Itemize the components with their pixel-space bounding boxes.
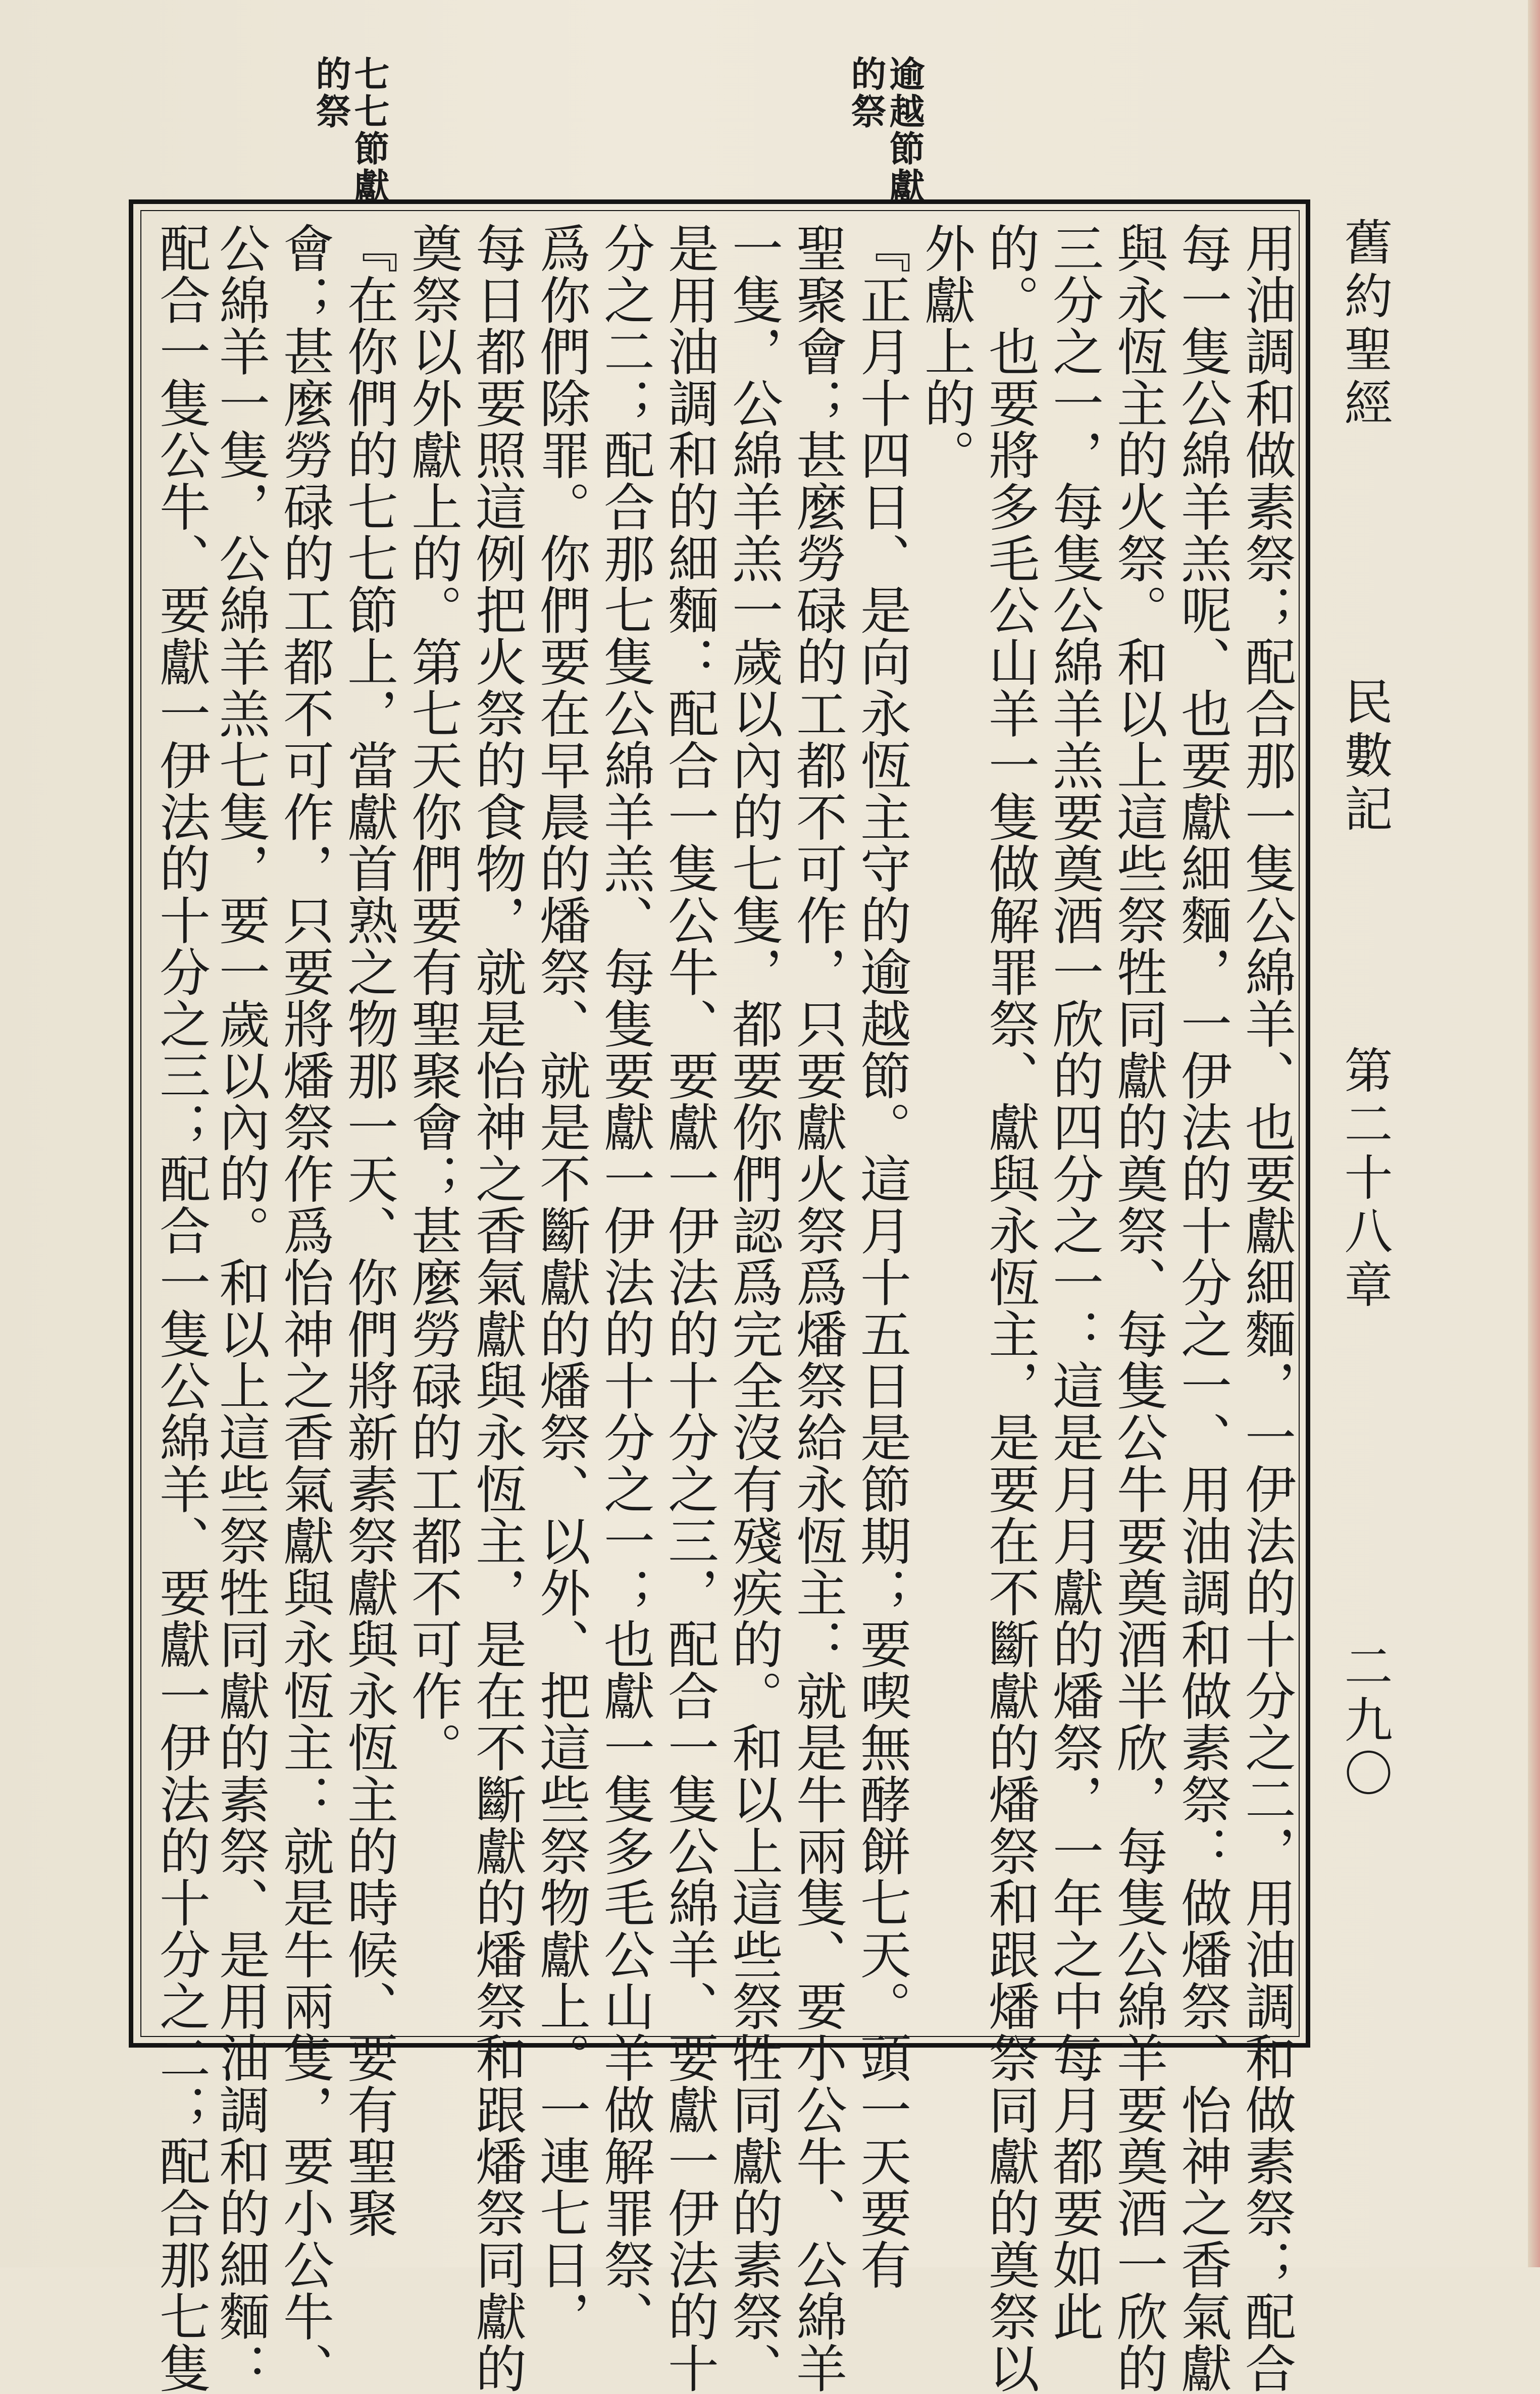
text-column: 與永恆主的火祭。和以上這些祭牲同獻的奠祭、每隻公牛要奠酒半欣，每隻公綿羊要奠酒一欣的 — [1108, 222, 1168, 2394]
text-column: 奠祭以外獻上的。第七天你們要有聖聚會；甚麼勞碌的工都不可作。 — [403, 222, 463, 1773]
text-column: 每一隻公綿羊羔呢、也要獻細麵，一伊法的十分之一、用油調和做素祭：做燔祭、怡神之香氣獻 — [1172, 222, 1232, 2394]
margin-note-line: 逾越節獻 — [884, 56, 926, 205]
margin-note-line: 的祭 — [310, 56, 352, 130]
text-column: 聖聚會；甚麼勞碌的工都不可作，只要獻火祭爲燔祭給永恆主：就是牛兩隻、要小公牛、公綿羊 — [788, 222, 847, 2394]
header-page-number: 二九〇 — [1337, 1641, 1393, 1802]
running-header — [1323, 217, 1409, 1858]
text-column: 每日都要照這例把火祭的食物，就是怡神之香氣獻與永恆主，是在不斷獻的燔祭和跟燔祭同獻的 — [467, 222, 527, 2394]
text-column: 爲你們除罪。你們要在早晨的燔祭、就是不斷獻的燔祭、以外、把這些祭物獻上。一連七日， — [531, 222, 591, 2342]
text-column: 三分之一，每隻公綿羊羔要奠酒一欣的四分之一：這是月月獻的燔祭，一年之中每月都要如此 — [1044, 222, 1104, 2342]
header-section-title: 民數記 — [1337, 677, 1393, 837]
margin-note-weeks — [310, 56, 390, 205]
text-column: 『在你們的七七節上，當獻首熟之物那一天、你們將新素祭獻與永恆主的時候、要有聖聚 — [339, 222, 398, 2239]
text-column: 會；甚麼勞碌的工都不可作，只要將燔祭作爲怡神之香氣獻與永恆主：就是牛兩隻，要小公牛、 — [275, 222, 334, 2394]
text-column: 外獻上的。 — [916, 222, 976, 481]
text-column: 用油調和做素祭；配合那一隻公綿羊、也要獻細麵，一伊法的十分之二，用油調和做素祭；配合 — [1237, 222, 1296, 2394]
text-column: 『正月十四日、是向永恆主守的逾越節。這月十五日是節期；要喫無酵餅七天。頭一天要有 — [852, 222, 911, 2290]
text-column: 配合一隻公牛、要獻一伊法的十分之三；配合一隻公綿羊、要獻一伊法的十分之二；配合那七隻 — [151, 222, 211, 2394]
header-book-title: 舊約聖經 — [1337, 217, 1393, 431]
page-edge — [1528, 0, 1540, 2267]
text-column: 分之二；配合那七隻公綿羊羔、每隻要獻一伊法的十分之一；也獻一隻多毛公山羊做解罪祭、 — [595, 222, 655, 2342]
margin-note-line: 的祭 — [845, 56, 887, 130]
margin-note-passover — [845, 56, 926, 205]
text-column: 一隻，公綿羊羔一歲以內的七隻，都要你們認爲完全沒有殘疾的。和以上這些祭牲同獻的素祭、 — [724, 222, 783, 2394]
header-chapter: 第二十八章 — [1337, 1045, 1393, 1313]
body-text — [146, 222, 1296, 2394]
margin-note-line: 七七節獻 — [348, 56, 390, 205]
text-column: 是用油調和的細麵：配合一隻公牛、要獻一伊法的十分之三，配合一隻公綿羊、要獻一伊法的十 — [659, 222, 719, 2394]
text-column: 的。也要將多毛公山羊一隻做解罪祭、獻與永恆主，是要在不斷獻的燔祭和跟燔祭同獻的奠祭以 — [980, 222, 1040, 2394]
text-column: 公綿羊一隻，公綿羊羔七隻，要一歲以內的。和以上這些祭牲同獻的素祭、是用油調和的細麵： — [211, 222, 270, 2394]
